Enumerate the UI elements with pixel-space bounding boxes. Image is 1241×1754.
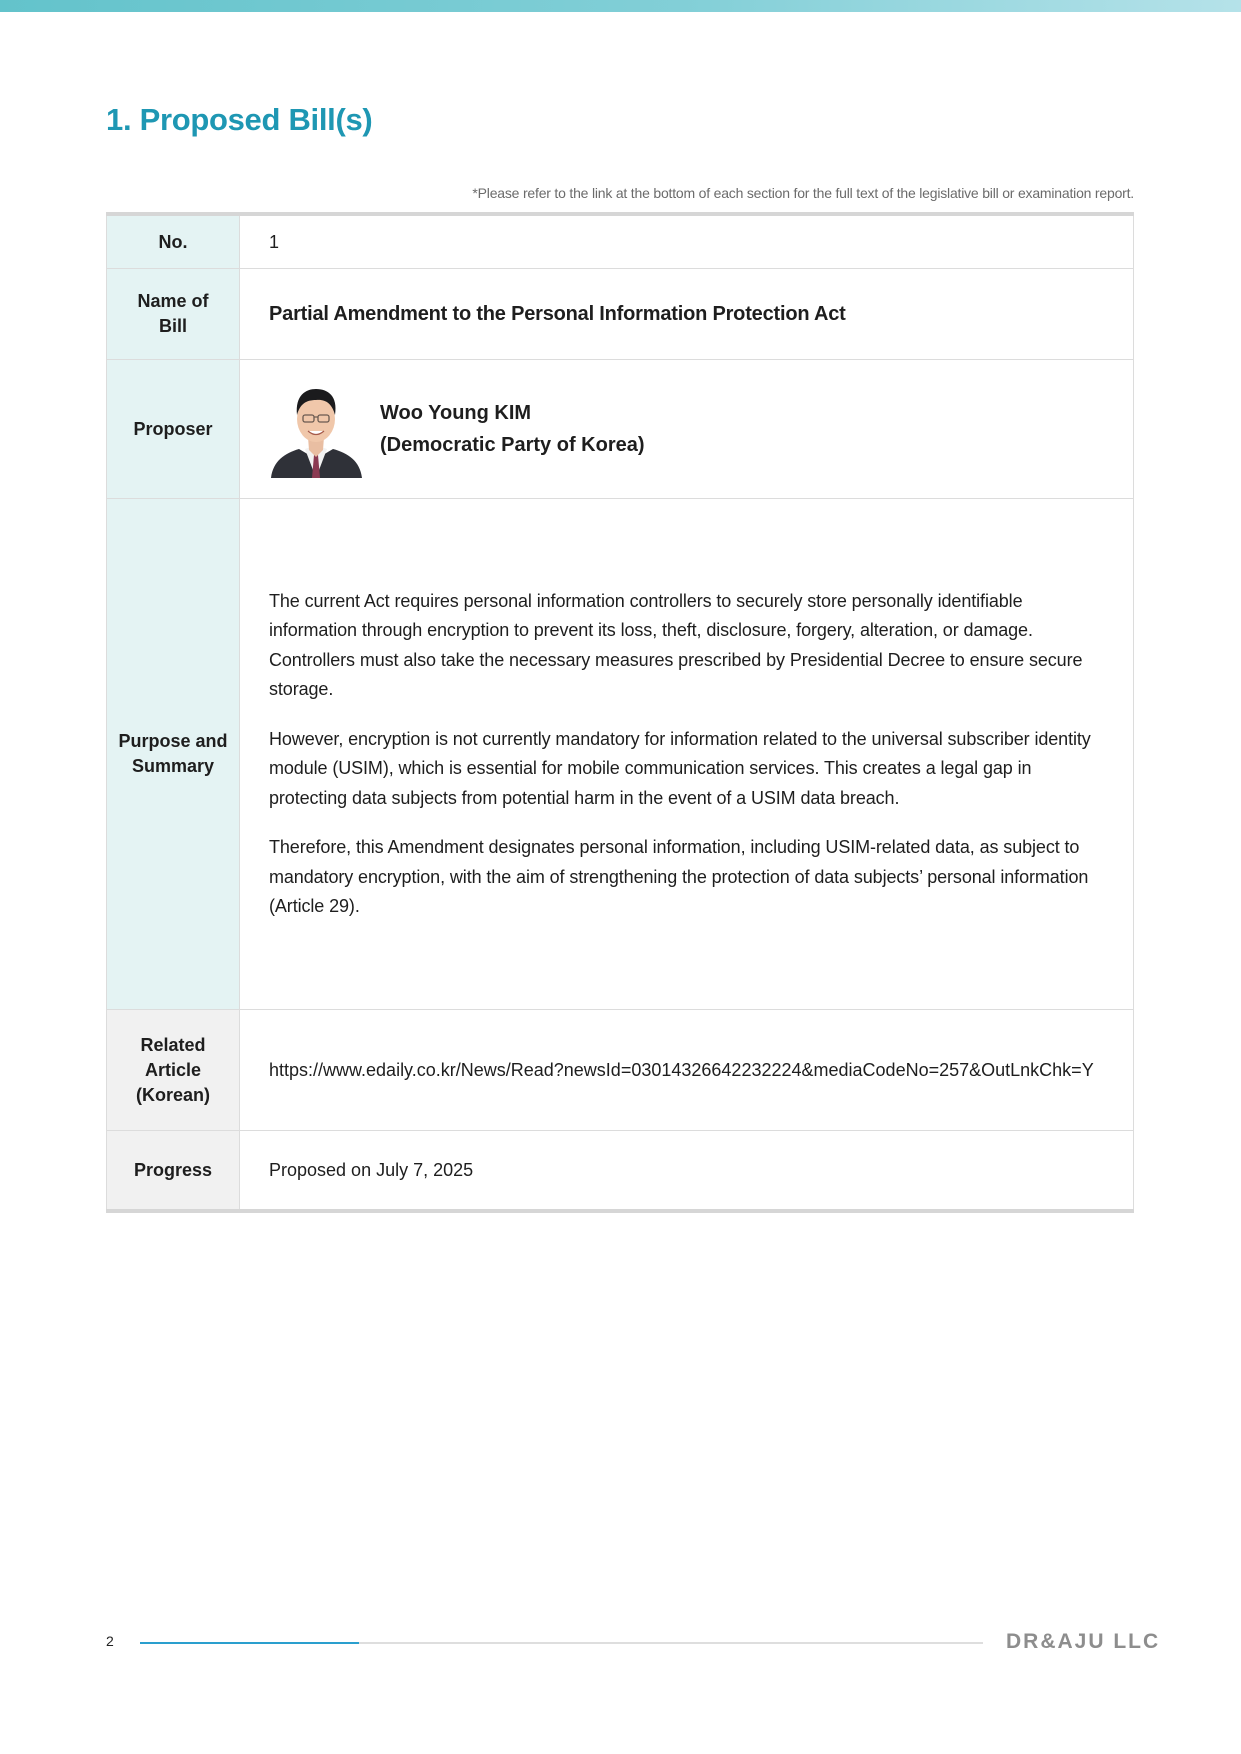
header-bill-name-line1: Name of bbox=[137, 291, 209, 311]
footer-brand-logo: DR&AJU LLC bbox=[1006, 1630, 1161, 1653]
proposer-portrait bbox=[269, 383, 364, 478]
purpose-paragraph-3: Therefore, this Amendment designates personal information, including USIM-related data, as subject to mandatory encryption, with the aim of strengthening the protection of data subjects’ personal information (Article 29). bbox=[269, 837, 1089, 916]
bill-name-cell bbox=[240, 269, 1134, 360]
header-related-article-line1: Related bbox=[140, 1034, 206, 1055]
progress-status: Proposed on July 7, 2025 bbox=[240, 1131, 1134, 1212]
table-row-purpose bbox=[107, 499, 1134, 1010]
table-row-related-article bbox=[107, 1010, 1134, 1131]
bill-name: Partial Amendment to the Personal Information Protection Act bbox=[269, 302, 846, 325]
header-no: No. bbox=[107, 214, 240, 269]
table-row-progress bbox=[107, 1131, 1134, 1212]
footer-progress-line bbox=[140, 1642, 983, 1644]
top-accent-bar bbox=[0, 0, 1241, 12]
header-purpose bbox=[107, 499, 240, 1010]
purpose-summary bbox=[240, 499, 1134, 1010]
bill-table bbox=[106, 212, 1134, 1213]
bill-number: 1 bbox=[240, 214, 1134, 269]
section-note: *Please refer to the link at the bottom of each section for the full text of the legislative bill or examination report. bbox=[472, 185, 1134, 201]
table-row-proposer bbox=[107, 360, 1134, 499]
purpose-paragraph-2: However, encryption is not currently mandatory for information related to the universal subscriber identity module (USIM), which is essential for mobile communication services. This creates a legal gap in protecting data subjects from potential harm in the event of a USIM data breach. bbox=[269, 728, 1091, 808]
header-related-article bbox=[107, 1010, 240, 1131]
header-proposer: Proposer bbox=[107, 360, 240, 499]
proposer-cell bbox=[240, 360, 1134, 499]
table-row-no bbox=[107, 214, 1134, 269]
proposer-name: Woo Young KIM bbox=[380, 402, 532, 424]
header-progress: Progress bbox=[107, 1131, 240, 1212]
header-related-article-line2: Article bbox=[144, 1059, 202, 1080]
proposer-party: (Democratic Party of Korea) bbox=[380, 434, 645, 456]
footer-progress-fill bbox=[140, 1642, 359, 1644]
proposer-block bbox=[269, 381, 1109, 478]
table-row-bill-name bbox=[107, 269, 1134, 360]
header-purpose-line1: Purpose and bbox=[118, 731, 228, 751]
header-bill-name bbox=[107, 269, 240, 360]
section-title: 1. Proposed Bill(s) bbox=[106, 102, 373, 137]
related-article-link[interactable]: https://www.edaily.co.kr/News/Read?newsId=03014326642232224&mediaCodeNo=257&OutLnkChk=Y bbox=[269, 1060, 1094, 1080]
header-related-article-line3: (Korean) bbox=[135, 1084, 210, 1105]
page-number: 2 bbox=[106, 1633, 114, 1649]
header-purpose-line2: Summary bbox=[131, 756, 215, 776]
header-bill-name-line2: Bill bbox=[158, 316, 187, 336]
purpose-paragraph-1: The current Act requires personal information controllers to securely store personally identifiable information through encryption to prevent its loss, theft, disclosure, forgery, alteration, or damage. Controllers must also take the necessary measures prescribed by Presidential Decree to ensure secure storage. bbox=[269, 590, 1083, 699]
related-article-cell bbox=[240, 1010, 1134, 1131]
proposer-text bbox=[380, 397, 645, 461]
